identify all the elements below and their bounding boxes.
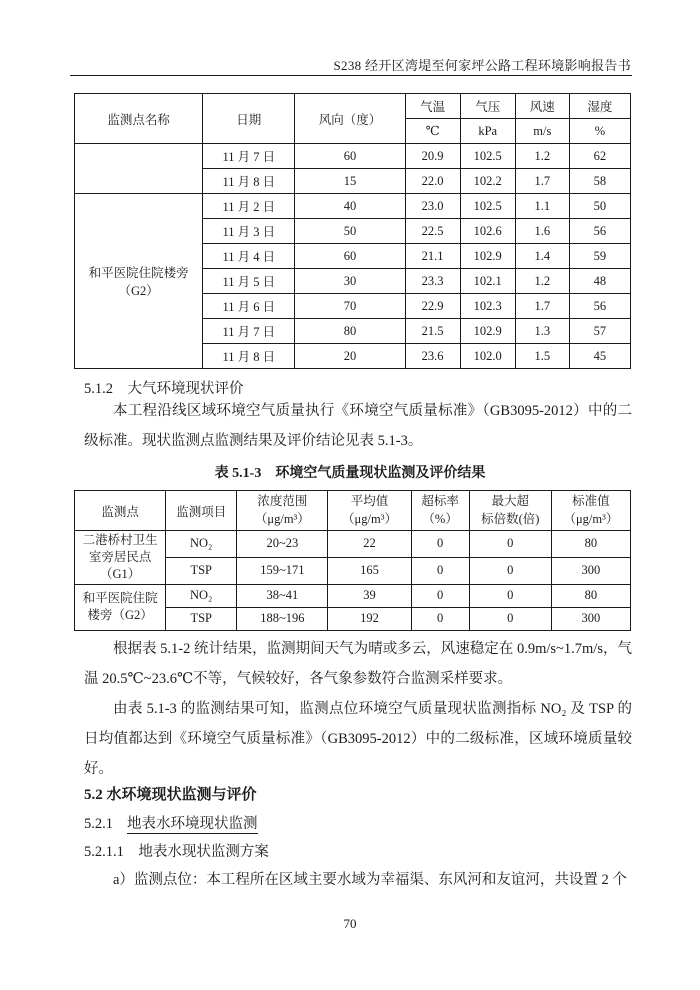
cell: 58 — [569, 169, 630, 194]
col-header-average — [328, 491, 411, 531]
cell: 192 — [328, 607, 411, 630]
cell: 0 — [469, 557, 551, 584]
cell: 80 — [295, 319, 405, 344]
col-header-max-exceed — [469, 491, 551, 531]
col-header-standard — [551, 491, 630, 531]
col-header-range — [237, 491, 328, 531]
cell: 1.3 — [515, 319, 569, 344]
cell: 11 月 7 日 — [203, 144, 295, 169]
cell: 1.2 — [515, 144, 569, 169]
cell: 56 — [569, 294, 630, 319]
cell: 0 — [469, 584, 551, 607]
col-header-site: 监测点 — [75, 491, 166, 531]
cell: 48 — [569, 269, 630, 294]
cell: TSP — [166, 557, 237, 584]
section-number: 5.2.1 — [84, 816, 113, 832]
col-header-site: 监测点名称 — [75, 94, 203, 144]
cell: 11 月 3 日 — [203, 219, 295, 244]
site-code: （G2） — [118, 284, 159, 298]
running-header: S238 经开区湾堤至何家坪公路工程环境影响报告书 — [333, 58, 631, 73]
cell: 60 — [295, 144, 405, 169]
header-line: 浓度范围 — [257, 494, 308, 508]
col-header-pressure: 气压 — [460, 94, 515, 119]
cell: 22.9 — [405, 294, 460, 319]
col-header-wind-speed: 风速 — [515, 94, 569, 119]
cell: 1.6 — [515, 219, 569, 244]
cell: 45 — [569, 344, 630, 369]
cell: 23.0 — [405, 194, 460, 219]
cell: 0 — [411, 531, 469, 558]
cell: NO₂ — [166, 531, 237, 558]
cell: 159~171 — [237, 557, 328, 584]
header-line: 最大超 — [491, 494, 529, 508]
cell: 11 月 7 日 — [203, 319, 295, 344]
cell: 102.9 — [460, 319, 515, 344]
table-row — [75, 144, 631, 169]
cell: 165 — [328, 557, 411, 584]
cell: 39 — [328, 584, 411, 607]
table-row — [75, 531, 631, 558]
cell: 23.6 — [405, 344, 460, 369]
cell: 20~23 — [237, 531, 328, 558]
cell: 102.3 — [460, 294, 515, 319]
cell: 188~196 — [237, 607, 328, 630]
cell: 22.0 — [405, 169, 460, 194]
cell: 300 — [551, 607, 630, 630]
header-line: 标倍数(倍) — [481, 511, 540, 526]
cell: 102.0 — [460, 344, 515, 369]
cell: 1.7 — [515, 169, 569, 194]
cell: 1.2 — [515, 269, 569, 294]
cell: 11 月 8 日 — [203, 169, 295, 194]
header-rule — [70, 75, 632, 76]
cell: 102.2 — [460, 169, 515, 194]
header-line: （μg/m³） — [342, 511, 397, 526]
header-line: 平均值 — [350, 494, 389, 508]
col-header-item: 监测项目 — [166, 491, 237, 531]
cell: 80 — [551, 531, 630, 558]
weather-table — [74, 93, 631, 369]
cell: 20.9 — [405, 144, 460, 169]
header-line: （%） — [422, 511, 458, 526]
cell: 22 — [328, 531, 411, 558]
cell: 0 — [411, 557, 469, 584]
cell: 22.5 — [405, 219, 460, 244]
table-row — [75, 584, 631, 607]
air-header-row — [75, 491, 631, 531]
section-heading-5-2: 5.2 水环境现状监测与评价 — [84, 787, 257, 803]
cell: 1.1 — [515, 194, 569, 219]
cell: 62 — [569, 144, 630, 169]
air-quality-table — [74, 490, 631, 631]
cell: 102.6 — [460, 219, 515, 244]
cell: 11 月 6 日 — [203, 294, 295, 319]
cell: 0 — [411, 584, 469, 607]
site-cell-g1: 二港桥村卫生室旁居民点（G1） — [75, 531, 166, 585]
header-line: 标准值 — [572, 494, 610, 508]
cell: 15 — [295, 169, 405, 194]
section-title-underlined: 地表水环境现状监测 — [127, 816, 258, 832]
cell: 1.7 — [515, 294, 569, 319]
section-heading-5-2-1 — [84, 812, 258, 833]
col-header-wind-direction: 风向（度） — [295, 94, 405, 144]
cell: 59 — [569, 244, 630, 269]
cell: 11 月 8 日 — [203, 344, 295, 369]
cell: 1.5 — [515, 344, 569, 369]
paragraph: 由表 5.1-3 的监测结果可知，监测点位环境空气质量现状监测指标 NO₂ 及 TSP 的日均值都达到《环境空气质量标准》（GB3095-2012）中的二级标准，区域环境质量较好。 — [84, 701, 632, 777]
site-cell-g2 — [75, 194, 203, 369]
cell: TSP — [166, 607, 237, 630]
paragraph: 根据表 5.1-2 统计结果，监测期间天气为晴或多云，风速稳定在 0.9m/s~1.7m/s，气温 20.5℃~23.6℃不等，气候较好，各气象参数符合监测采样要求。 — [84, 641, 632, 687]
cell: 11 月 4 日 — [203, 244, 295, 269]
cell: 102.1 — [460, 269, 515, 294]
cell: 0 — [469, 607, 551, 630]
cell: 30 — [295, 269, 405, 294]
col-header-humidity: 湿度 — [569, 94, 630, 119]
site-cell-continued — [75, 144, 203, 194]
paragraph: 本工程沿线区域环境空气质量执行《环境空气质量标准》（GB3095-2012）中的二级标准。现状监测点监测结果及评价结论见表 5.1-3。 — [84, 403, 632, 449]
cell: 20 — [295, 344, 405, 369]
col-header-exceed-rate — [411, 491, 469, 531]
cell: 50 — [295, 219, 405, 244]
unit-kpa: kPa — [460, 119, 515, 144]
table-5-1-3-title: 表 5.1-3 环境空气质量现状监测及评价结果 — [214, 466, 486, 481]
col-header-date: 日期 — [203, 94, 295, 144]
cell: 57 — [569, 319, 630, 344]
col-header-temperature: 气温 — [405, 94, 460, 119]
cell: 11 月 5 日 — [203, 269, 295, 294]
header-line: （μg/m³） — [563, 511, 619, 526]
weather-header-row-1 — [75, 94, 631, 119]
section-heading-5-2-1-1: 5.2.1.1 地表水现状监测方案 — [84, 844, 269, 860]
header-line: 超标率 — [421, 494, 459, 508]
cell: 102.5 — [460, 144, 515, 169]
cell: 38~41 — [237, 584, 328, 607]
cell: NO₂ — [166, 584, 237, 607]
cell: 21.1 — [405, 244, 460, 269]
table-row — [75, 194, 631, 219]
cell: 1.4 — [515, 244, 569, 269]
cell: 50 — [569, 194, 630, 219]
unit-percent: % — [569, 119, 630, 144]
unit-celsius: ℃ — [405, 119, 460, 144]
cell: 40 — [295, 194, 405, 219]
unit-ms: m/s — [515, 119, 569, 144]
cell: 60 — [295, 244, 405, 269]
page-number: 70 — [343, 916, 357, 931]
cell: 21.5 — [405, 319, 460, 344]
site-name: 和平医院住院楼旁 — [88, 266, 189, 280]
header-line: （μg/m³） — [254, 511, 310, 526]
cell: 23.3 — [405, 269, 460, 294]
paragraph: a）监测点位：本工程所在区域主要水域为幸福渠、东风河和友谊河，共设置 2 个 — [113, 872, 627, 888]
cell: 56 — [569, 219, 630, 244]
cell: 102.5 — [460, 194, 515, 219]
cell: 0 — [411, 607, 469, 630]
section-heading-5-1-2: 5.1.2 大气环境现状评价 — [84, 381, 244, 397]
cell: 0 — [469, 531, 551, 558]
cell: 80 — [551, 584, 630, 607]
cell: 300 — [551, 557, 630, 584]
cell: 102.9 — [460, 244, 515, 269]
cell: 70 — [295, 294, 405, 319]
cell: 11 月 2 日 — [203, 194, 295, 219]
site-cell-g2: 和平医院住院楼旁（G2） — [75, 584, 166, 630]
